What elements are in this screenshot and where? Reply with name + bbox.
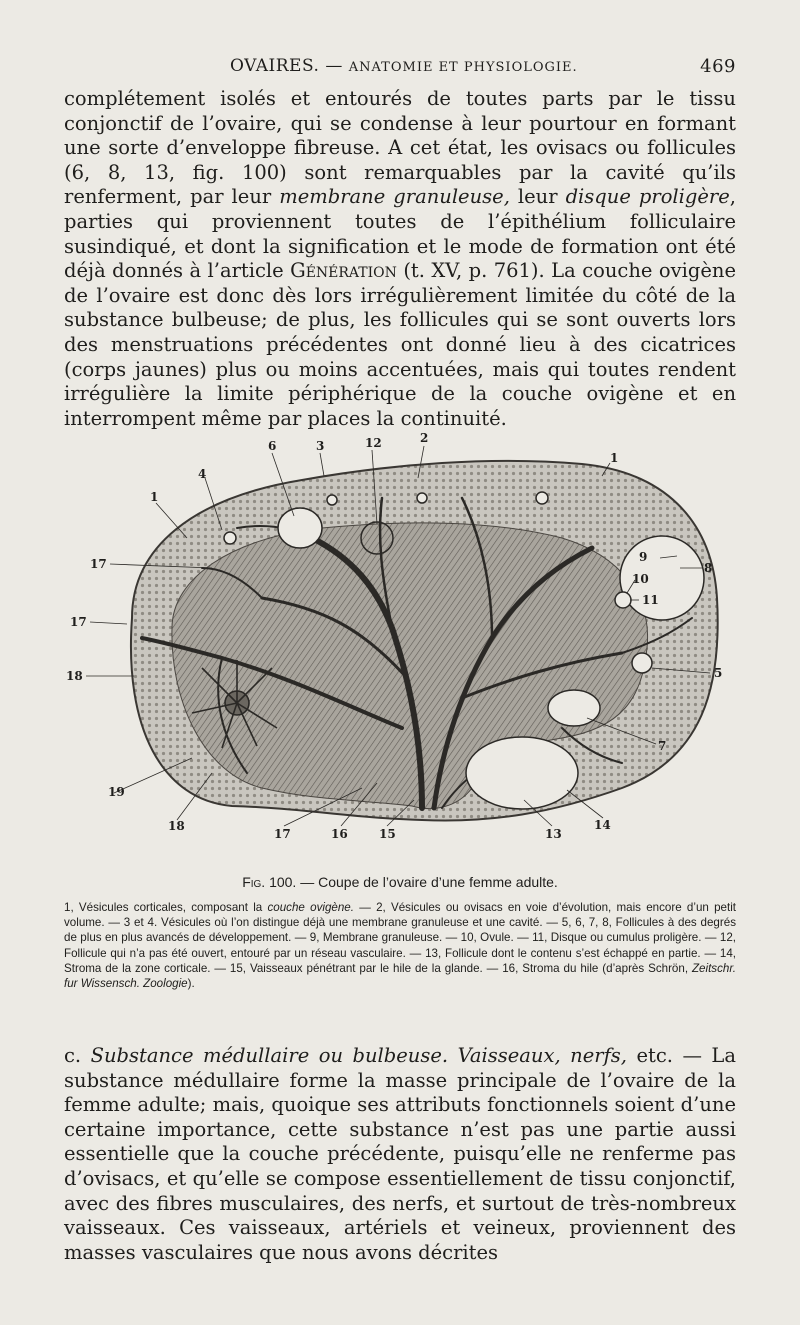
para2-label: c.: [64, 1044, 91, 1067]
page-number: 469: [700, 56, 736, 77]
legend-text-3: ).: [187, 977, 195, 991]
caption-fig-abbr: Fig.: [242, 874, 266, 890]
para2-italic-heading: Substance médullaire ou bulbeuse. Vaisseaux, nerfs,: [90, 1044, 627, 1067]
figure-label: 1: [150, 490, 159, 504]
figure-label: 5: [714, 666, 723, 680]
para1-text-a: complétement isolés et entourés de toutes parts par le tissu conjonctif de l’ovaire, qui se condense à leur pourtour en formant une sorte d’enveloppe fibreuse. A cet état, les ovisacs ou follicules (6, 8, 13, fig. 100) sont remarquables par la cavité qu’ils renferment, par leur: [64, 87, 736, 209]
figure-label: 7: [658, 739, 667, 753]
figure-legend: [64, 900, 736, 991]
caption-fig-number: 100.: [269, 874, 297, 890]
figure-label: 3: [316, 439, 325, 453]
figure-label: 2: [420, 431, 429, 445]
figure-label: 17: [274, 827, 291, 841]
caption-title-text: — Coupe de l’ovaire d’une femme adulte.: [300, 874, 558, 890]
running-title: [230, 56, 578, 76]
vesicle-small: [417, 493, 427, 503]
figure-label: 16: [331, 827, 348, 841]
figure-label: 11: [642, 593, 659, 607]
para1-text-c: , parties qui proviennent toutes de l’épithélium folliculaire susindiqué, et dont la signification et le mode de formation ont été déjà donnés à l’article: [64, 185, 736, 283]
figure-label: 4: [198, 467, 207, 481]
running-title-main: OVAIRES.: [230, 56, 320, 76]
figure-label: 18: [168, 819, 185, 833]
follicle-small-right: [548, 690, 600, 726]
paragraph-follicles: [64, 87, 736, 431]
para1-italic-disque: disque proligère: [565, 185, 730, 209]
figure-label: 12: [365, 436, 382, 450]
figure-label: 19: [108, 785, 125, 799]
legend-text-2: — 2, Vésicules ou ovisacs en voie d’évolution, mais encore d’un petit volume. — 3 et 4. Vésicules où l’on distingue déjà une membrane granuleuse et une cavité. — 5, 6, 7, 8, Follicules à des degrés de plus en plus avancés de développement. — 9, Membrane granuleuse. — 10, Ovule. — 11, Disque ou cumulus proligère. — 12, Follicule qui n’a pas été ouvert, entouré par un réseau vasculaire. — 13, Follicule dont le contenu s’est échappé en partie. — 14, Stroma de la zone corticale. — 15, Vaisseaux pénétrant par le hile de la glande. — 16, Stroma du hile (d’après Schrön,: [64, 901, 737, 975]
vesicle-small: [327, 495, 337, 505]
para1-text-d: (t. XV, p. 761). La couche ovigène de l’ovaire est donc dès lors irrégulièrement limitée du côté de la substance bulbeuse; de plus, les follicules qui se sont ouverts lors des menstruations précédentes ont donné lieu à des cicatrices (corps jaunes) plus ou moins accentuées, mais qui toutes rendent irrégulière la limite périphérique de la couche ovigène et en interrompent même par places la continuité.: [64, 259, 736, 430]
para1-text-b: leur: [509, 185, 566, 209]
figure-label: 17: [90, 557, 107, 571]
para1-smallcaps-generation: Génération: [290, 259, 397, 283]
figure-label: 6: [268, 439, 277, 453]
legend-text-1: 1, Vésicules corticales, composant la: [64, 901, 268, 914]
ovary-illustration: [62, 428, 740, 848]
ovary-section-figure: [62, 428, 740, 848]
figure-label: 18: [66, 669, 83, 683]
vesicle-small: [224, 532, 236, 544]
follicle-5: [632, 653, 652, 673]
figure-label: 1: [610, 451, 619, 465]
running-title-sub: ANATOMIE ET PHYSIOLOGIE.: [348, 60, 578, 75]
running-title-dash: —: [325, 56, 343, 76]
figure-label: 10: [632, 572, 649, 586]
para2-body: etc. — La substance médullaire forme la masse principale de l’ovaire de la femme adulte; mais, quoique ses attributs fonctionnels soient d’une certaine importance, cette substance n’est pas une partie aussi essentielle que la couche précédente, puisqu’elle ne renferme pas d’ovisacs, et qu’elle se compose essentiellement de tissu conjonctif, avec des fibres musculaires, des nerfs, et surtout de très-nombreux vaisseaux. Ces vaisseaux, artériels et veineux, proviennent des masses vasculaires que nous avons décrites: [64, 1044, 736, 1264]
figure-label: 13: [545, 827, 562, 841]
ovule-10: [615, 592, 631, 608]
follicle-upper-left: [278, 508, 322, 548]
legend-italic-couche: couche ovigène.: [267, 901, 354, 914]
vesicle-small: [536, 492, 548, 504]
running-header: [64, 56, 736, 82]
figure-label: 14: [594, 818, 611, 832]
figure-label: 15: [379, 827, 396, 841]
follicle-open-lower: [466, 737, 578, 809]
legend-italic-source: Zeitschr. fur Wissensch. Zoologie: [64, 961, 736, 991]
figure-label: 9: [639, 550, 648, 564]
para1-italic-membrane: membrane granuleuse,: [279, 185, 510, 209]
figure-label: 8: [704, 561, 713, 575]
figure-label: 17: [70, 615, 87, 629]
figure-caption-title: [0, 874, 800, 890]
paragraph-medullary: [64, 1044, 736, 1265]
